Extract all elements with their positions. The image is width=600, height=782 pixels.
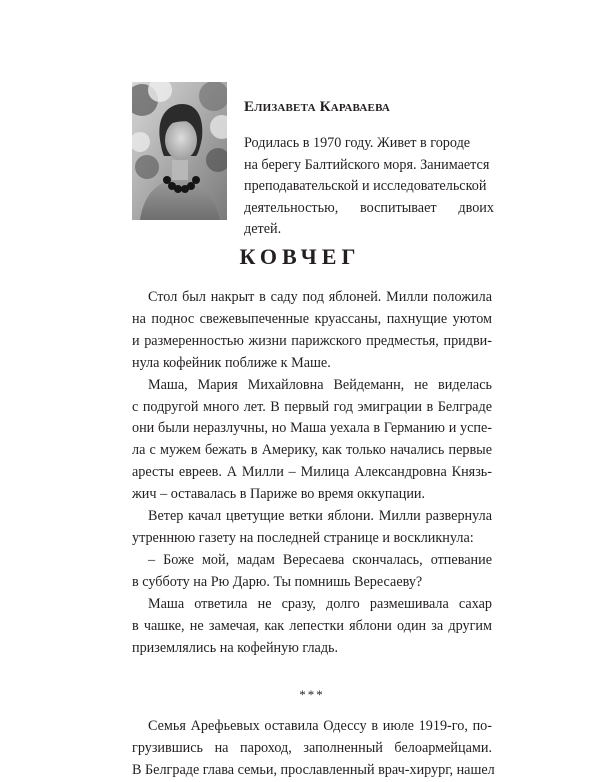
story-title: КОВЧЕГ [239, 244, 361, 269]
author-photo [132, 82, 227, 220]
text-line: грузившись на пароход, заполненный белоармейцами. [132, 740, 492, 757]
author-bio-line: Родилась в 1970 году. Живет в городе [244, 135, 471, 151]
text-line: – Боже мой, мадам Вересаева скончалась, отпевание [148, 551, 492, 568]
paragraph [132, 550, 492, 594]
paragraph [132, 506, 492, 550]
paragraph [132, 287, 492, 375]
text-line: ла с мужем бежать в Америку, как только начались первые [132, 442, 492, 459]
text-line: аресты евреев. А Милли – Милица Александровна Князь- [132, 464, 492, 481]
text-line: утреннюю газету на последней странице и воскликнула: [132, 529, 474, 546]
author-bio-line: на берегу Балтийского моря. Занимается [244, 156, 490, 173]
text-line: приземлялись на кофейную гладь. [132, 639, 339, 656]
text-line: В Белграде глава семьи, прославленный врач-хирург, нашел [132, 762, 495, 779]
text-line: в чашке, не замечая, как лепестки яблони один за другим [132, 617, 492, 634]
story-body [132, 287, 495, 782]
text-line: с подругой много лет. В первый год эмиграции в Белграде [132, 398, 492, 415]
author-bio-line: деятельностью, воспитывает двоих детей. [244, 199, 494, 237]
paragraph [132, 594, 492, 660]
text-line: нула кофейник поближе к Маше. [132, 354, 331, 371]
text-line: Семья Арефьевых оставила Одессу в июле 1919-го, по- [148, 718, 492, 735]
text-line: и размеренностью жизни парижского предместья, придви- [132, 332, 492, 349]
text-line: Ветер качал цветущие ветки яблони. Милли развернула [148, 508, 492, 525]
author-portrait-image [132, 82, 227, 220]
paragraph [132, 375, 492, 506]
text-line: на поднос свежевыпеченные круассаны, пахнущие уютом [132, 310, 492, 327]
text-line: они были неразлучны, но Маша уехала в Германию и успе- [132, 420, 492, 437]
author-info [244, 98, 494, 241]
author-bio-line: преподавательской и исследовательской [244, 178, 487, 194]
section-separator: *** [299, 687, 325, 703]
text-line: Маша, Мария Михайловна Вейдеманн, не виделась [148, 376, 492, 393]
text-line: в субботу на Рю Дарю. Ты помнишь Вересаеву? [132, 573, 423, 590]
text-line: жич – оставалась в Париже во время оккупации. [132, 486, 426, 503]
author-name: Елизавета Караваева [244, 99, 391, 115]
text-line: Маша ответила не сразу, долго размешивала сахар [148, 595, 492, 612]
paragraph [132, 716, 495, 782]
author-bio [244, 133, 494, 241]
text-line: Стол был накрыт в саду под яблоней. Милли положила [148, 289, 492, 305]
